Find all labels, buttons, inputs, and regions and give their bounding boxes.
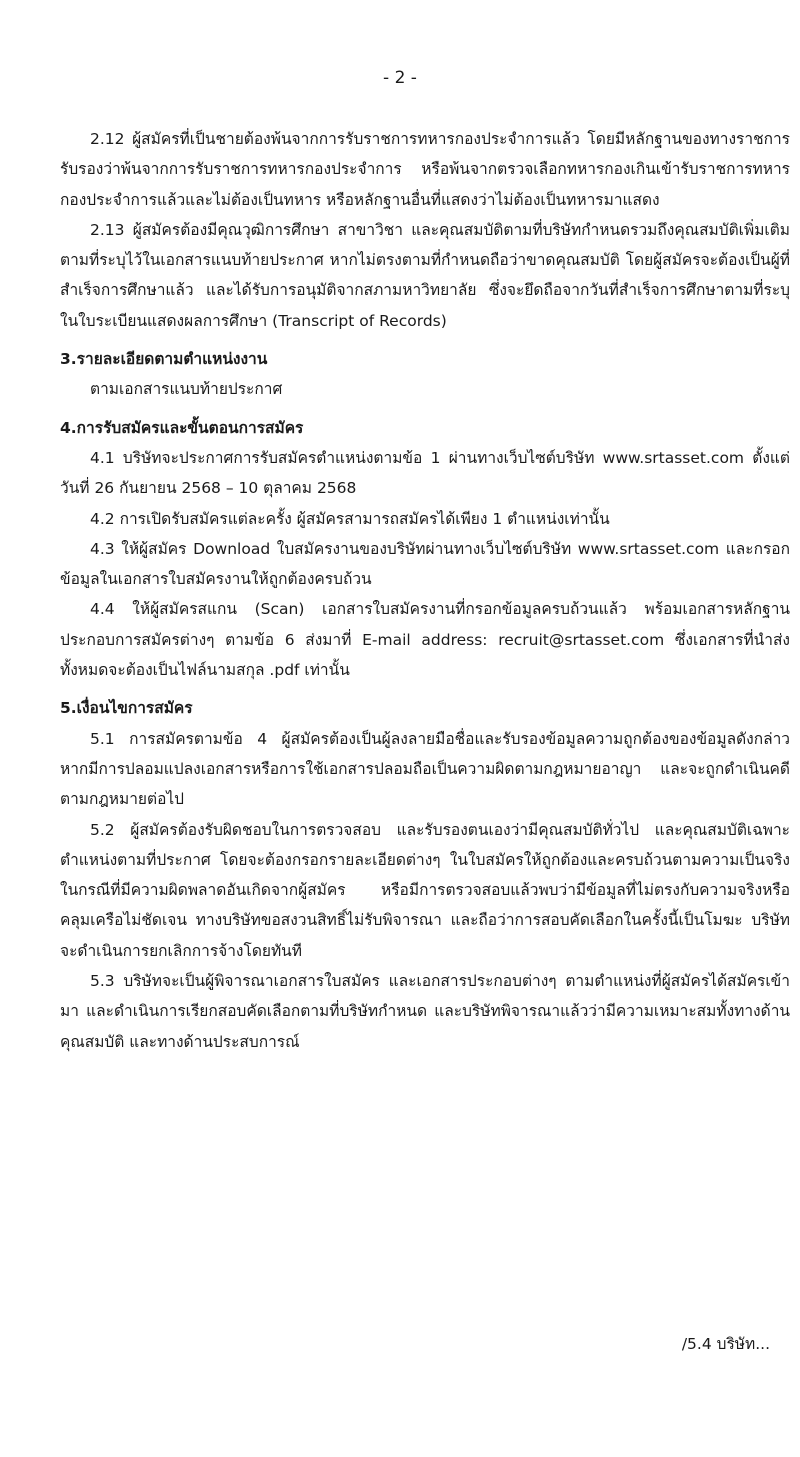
heading-section-3: 3.รายละเอียดตามตำแหน่งงาน (60, 350, 268, 369)
paragraph-3: ตามเอกสารแนบท้ายประกาศ (90, 380, 283, 399)
continuation-reference: /5.4 บริษัท... (681, 1335, 770, 1353)
document-body (60, 124, 790, 1057)
page-number: - 2 - (383, 68, 417, 88)
paragraph-4-2: 4.2 การเปิดรับสมัครแต่ละครั้ง ผู้สมัครสามารถสมัครได้เพียง 1 ตำแหน่งเท่านั้น (90, 509, 610, 528)
paragraph-4-4: 4.4 ให้ผู้สมัครสแกน (Scan) เอกสารใบสมัครงานที่กรอกข้อมูลครบถ้วนแล้ว พร้อมเอกสารหลักฐานประกอบการสมัครต่างๆ ตามข้อ 6 ส่งมาที่ E-mail address: recruit@srtasset.com ซึ่งเอกสารที่นำส่งทั้งหมดจะต้องเป็นไฟล์นามสกุล .pdf เท่านั้น (60, 600, 790, 680)
paragraph-5-3: 5.3 บริษัทจะเป็นผู้พิจารณาเอกสารใบสมัคร และเอกสารประกอบต่างๆ ตามตำแหน่งที่ผู้สมัครได้สมัครเข้ามา และดำเนินการเรียกสอบคัดเลือกตามที่บริษัทกำหนด และบริษัทพิจารณาแล้วว่ามีความเหมาะสมทั้งทางด้านคุณสมบัติ และทางด้านประสบการณ์ (60, 972, 790, 1051)
paragraph-4-3: 4.3 ให้ผู้สมัคร Download ใบสมัครงานของบริษัทผ่านทางเว็บไซต์บริษัท www.srtasset.com และกรอกข้อมูลในเอกสารใบสมัครงานให้ถูกต้องครบถ้วน (60, 539, 790, 589)
heading-section-5: 5.เงื่อนไขการสมัคร (60, 699, 193, 718)
paragraph-2-12: 2.12 ผู้สมัครที่เป็นชายต้องพ้นจากการรับราชการทหารกองประจำการแล้ว โดยมีหลักฐานของทางราชการรับรองว่าพ้นจากการรับราชการทหารกองประจำการ หรือพ้นจากตรวจเลือกทหารกองเกินเข้ารับราชการทหารกองประจำการแล้วและไม่ต้องเป็นทหาร หรือหลักฐานอื่นที่แสดงว่าไม่ต้องเป็นทหารมาแสดง (60, 130, 790, 209)
paragraph-5-2: 5.2 ผู้สมัครต้องรับผิดชอบในการตรวจสอบ และรับรองตนเองว่ามีคุณสมบัติทั่วไป และคุณสมบัติเฉพาะตำแหน่งตามที่ประกาศ โดยจะต้องกรอกรายละเอียดต่างๆ ในใบสมัครให้ถูกต้องและครบถ้วนตามความเป็นจริง ในกรณีที่มีความผิดพลาดอันเกิดจากผู้สมัคร หรือมีการตรวจสอบแล้วพบว่ามีข้อมูลที่ไม่ตรงกับความจริงหรือคลุมเครือไม่ชัดเจน ทางบริษัทขอสงวนสิทธิ์ไม่รับพิจารณา และถือว่าการสอบคัดเลือกในครั้งนี้เป็นโมฆะ บริษัทจะดำเนินการยกเลิกการจ้างโดยทันที (60, 820, 790, 960)
heading-section-4: 4.การรับสมัครและขั้นตอนการสมัคร (60, 418, 304, 437)
paragraph-5-1: 5.1 การสมัครตามข้อ 4 ผู้สมัครต้องเป็นผู้ลงลายมือชื่อและรับรองข้อมูลความถูกต้องของข้อมูลดังกล่าว หากมีการปลอมแปลงเอกสารหรือการใช้เอกสารปลอมถือเป็นความผิดตามกฎหมายอาญา และจะถูกดำเนินคดีตามกฎหมายต่อไป (60, 729, 790, 809)
paragraph-4-1: 4.1 บริษัทจะประกาศการรับสมัครตำแหน่งตามข้อ 1 ผ่านทางเว็บไซต์บริษัท www.srtasset.com ตั้งแต่วันที่ 26 กันยายน 2568 – 10 ตุลาคม 2568 (60, 448, 790, 498)
paragraph-2-13: 2.13 ผู้สมัครต้องมีคุณวุฒิการศึกษา สาขาวิชา และคุณสมบัติตามที่บริษัทกำหนดรวมถึงคุณสมบัติเพิ่มเติมตามที่ระบุไว้ในเอกสารแนบท้ายประกาศ หากไม่ตรงตามที่กำหนดถือว่าขาดคุณสมบัติ โดยผู้สมัครจะต้องเป็นผู้ที่สำเร็จการศึกษาแล้ว และได้รับการอนุมัติจากสภามหาวิทยาลัย ซึ่งจะยึดถือจากวันที่สำเร็จการศึกษาตามที่ระบุในใบระเบียนแสดงผลการศึกษา (Transcript of Records) (60, 220, 790, 330)
